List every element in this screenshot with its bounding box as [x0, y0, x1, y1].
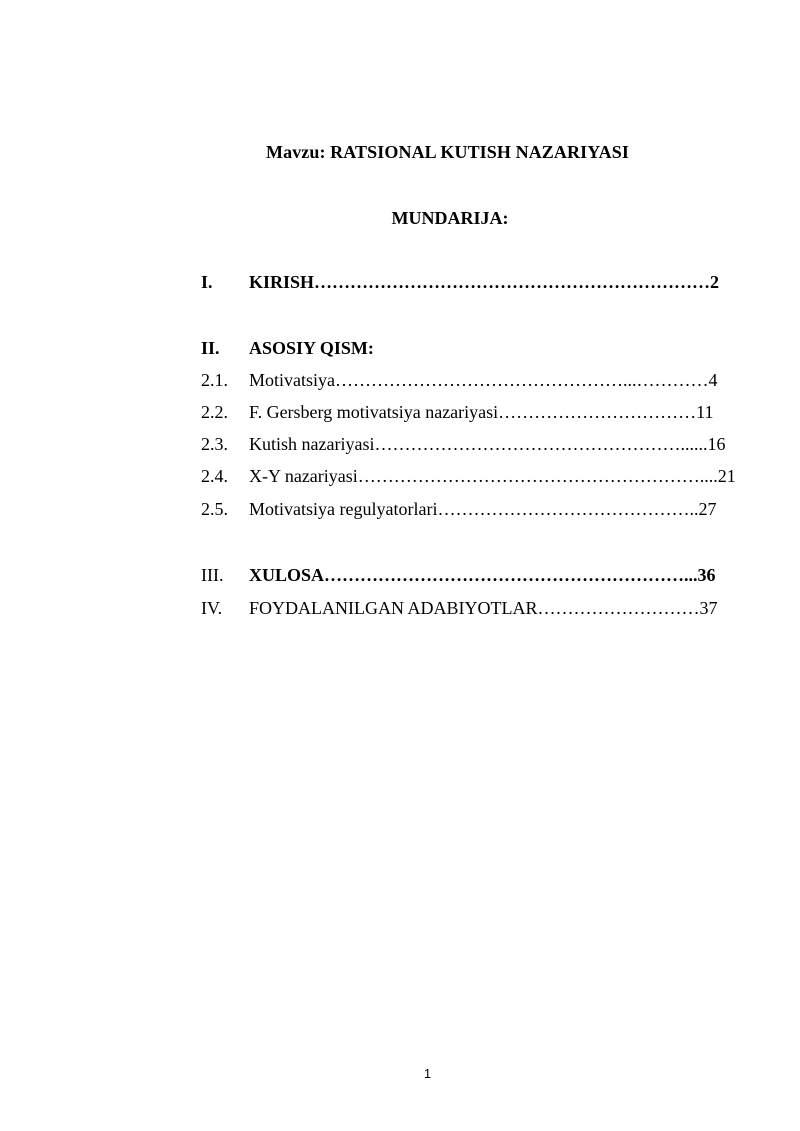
toc-entry-kirish	[201, 270, 719, 294]
toc-entry-number: 2.2.	[201, 402, 228, 422]
toc-entry-xulosa	[201, 563, 716, 587]
toc-entry-text: X-Y nazariyasi…………………………………………………....21	[249, 466, 736, 486]
toc-entry-number: I.	[201, 272, 213, 292]
toc-entry-text: Motivatsiya…………………………………………...…………4	[249, 370, 718, 390]
toc-heading	[0, 208, 800, 229]
page-number-text: 1	[423, 1066, 432, 1081]
toc-heading-text: MUNDARIJA:	[391, 208, 509, 228]
toc-entry-number: 2.5.	[201, 499, 228, 519]
toc-entry-adabiyotlar	[201, 596, 717, 620]
toc-entry-2-3	[201, 432, 725, 456]
toc-entry-2-4	[201, 464, 736, 488]
toc-entry-text: KIRISH…………………………………………………………2	[249, 272, 720, 292]
toc-entry-number: IV.	[201, 598, 223, 618]
toc-entry-number: 2.1.	[201, 370, 228, 390]
toc-entry-2-2	[201, 400, 714, 424]
toc-entry-number: III.	[201, 565, 224, 585]
toc-entry-text: Kutish nazariyasi……………………………………………......16	[249, 434, 726, 454]
document-title	[0, 142, 800, 163]
toc-entry-text: F. Gersberg motivatsiya nazariyasi……………………………11	[249, 402, 714, 422]
toc-entry-number: II.	[201, 338, 220, 358]
toc-entry-number: 2.3.	[201, 434, 228, 454]
toc-entry-text: FOYDALANILGAN ADABIYOTLAR………………………37	[249, 598, 718, 618]
page-number	[0, 1066, 800, 1081]
document-title-text: Mavzu: RATSIONAL KUTISH NAZARIYASI	[266, 142, 629, 162]
toc-entry-asosiy-qism	[201, 336, 374, 360]
toc-entry-number: 2.4.	[201, 466, 228, 486]
toc-entry-text: Motivatsiya regulyatorlari……………………………………..27	[249, 499, 717, 519]
toc-entry-2-1	[201, 368, 718, 392]
toc-entry-2-5	[201, 497, 716, 521]
toc-entry-text: ASOSIY QISM:	[249, 338, 374, 358]
toc-entry-text: XULOSA……………………………………………………...36	[249, 565, 716, 585]
